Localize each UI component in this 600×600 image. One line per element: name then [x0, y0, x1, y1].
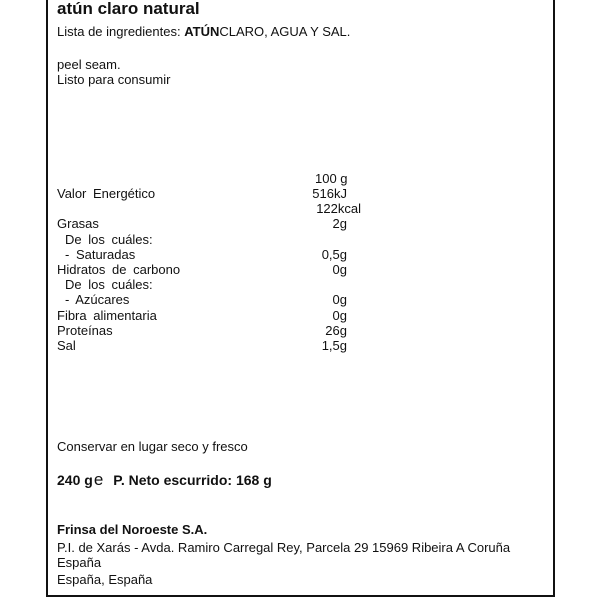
net-weight: 240 ge P. Neto escurrido: 168 g — [57, 470, 272, 489]
nutrient-value: 0g — [332, 307, 347, 323]
nutrient-value: 2g — [332, 216, 347, 232]
nutrient-label: - Saturadas — [65, 246, 136, 262]
manufacturer-country: España — [57, 555, 102, 570]
nutrient-label: Fibra alimentaria — [57, 307, 157, 323]
nutrient-label: De los cuáles: — [65, 231, 153, 247]
nutrient-label: Grasas — [57, 216, 99, 232]
nutrition-row — [57, 308, 347, 323]
nutrition-header: 100 g — [315, 171, 348, 186]
nutrition-row — [57, 262, 347, 277]
nutrition-row — [57, 292, 347, 307]
nutrient-value: 0,5g — [321, 246, 347, 262]
nutrition-row — [57, 277, 347, 292]
estimated-e-icon: e — [93, 470, 104, 489]
nutrition-row — [57, 232, 347, 247]
nutrition-row — [57, 247, 347, 262]
storage-instructions: Conservar en lugar seco y fresco — [57, 439, 248, 454]
nutrient-label: Sal — [57, 338, 76, 353]
nutrient-label: Valor Energético — [57, 186, 156, 201]
opening-instructions: peel seam. — [57, 57, 121, 72]
origin: España, España — [57, 572, 153, 587]
nutrition-row — [57, 338, 347, 353]
nutrient-label: Proteínas — [57, 322, 113, 338]
nutrient-label: - Azúcares — [65, 292, 130, 308]
nutrition-row — [57, 323, 347, 338]
nutrient-value: 1,5g — [321, 338, 347, 353]
nutrient-label: De los cuáles: — [65, 277, 153, 293]
usage-note: Listo para consumir — [57, 72, 171, 87]
nutrient-label: Hidratos de carbono — [57, 262, 181, 277]
nutrition-row — [57, 216, 347, 231]
nutrient-value: 26g — [325, 322, 347, 338]
nutrition-row — [57, 201, 361, 217]
ingredients-list: Lista de ingredientes: ATÚNCLARO, AGUA Y SAL. — [57, 24, 351, 39]
manufacturer-address: P.I. de Xarás - Avda. Ramiro Carregal Rey, Parcela 29 15969 Ribeira A Coruña — [57, 540, 511, 555]
nutrient-value: 0g — [332, 262, 347, 277]
nutrient-value: 0g — [332, 292, 347, 308]
nutrient-value: 122kcal — [316, 201, 361, 217]
nutrition-row — [57, 186, 347, 201]
nutrient-value: 516kJ — [312, 186, 347, 201]
manufacturer-name: Frinsa del Noroeste S.A. — [57, 522, 208, 537]
product-title: atún claro natural — [57, 0, 200, 18]
